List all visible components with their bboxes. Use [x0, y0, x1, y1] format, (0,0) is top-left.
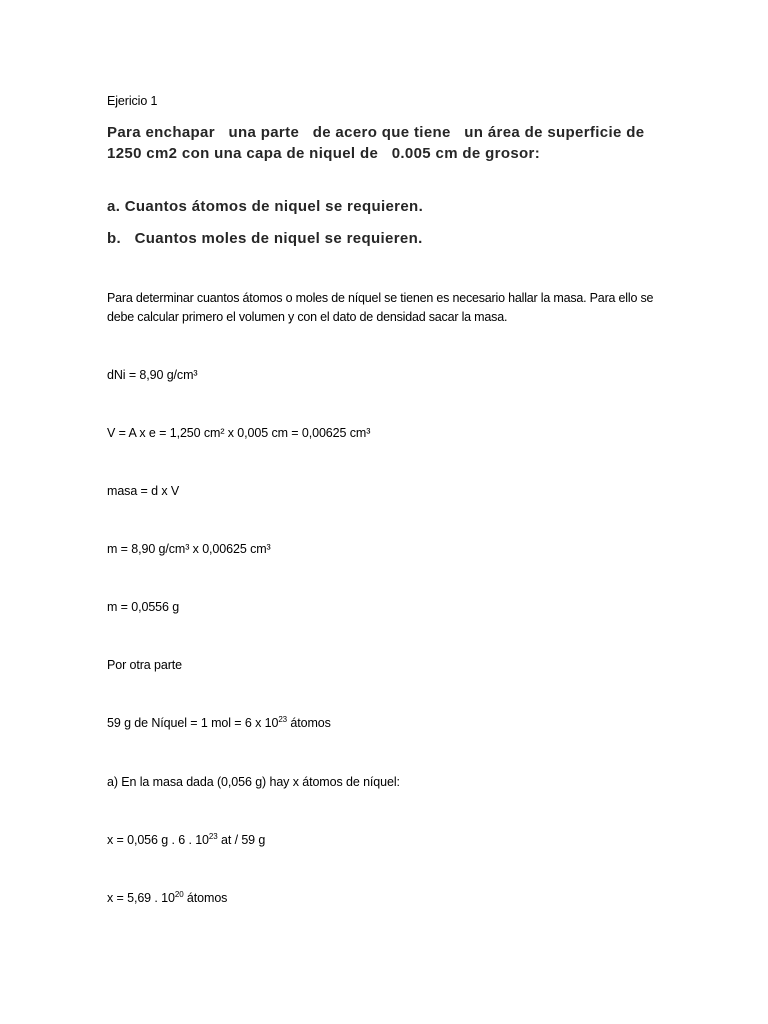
intro-paragraph: Para determinar cuantos átomos o moles de níquel se tienen es necesario hallar la masa. Para ello se debe calcular primero el volumen y con el dato de densidad sacar la masa.	[107, 291, 654, 324]
atoms-calculation	[107, 832, 265, 848]
mass-formula: masa = d x V	[107, 484, 180, 498]
problem-statement: Para enchapar una parte de acero que tiene un área de superficie de 1250 cm2 con una capa de niquel de 0.005 cm de grosor:	[107, 124, 658, 162]
volume-line: V = A x e = 1,250 cm² x 0,005 cm = 0,00625 cm³	[107, 426, 371, 440]
atoms-calculation-prefix: x = 0,056 g . 6 . 10	[107, 833, 209, 847]
mole-relation-suffix: átomos	[287, 716, 331, 730]
atoms-result-prefix: x = 5,69 . 10	[107, 891, 175, 905]
atoms-result-exponent: 20	[174, 890, 184, 899]
mass-result: m = 0,0556 g	[107, 600, 180, 614]
atoms-result	[107, 890, 227, 906]
atoms-calculation-suffix: at / 59 g	[217, 833, 266, 847]
transition-text: Por otra parte	[107, 658, 183, 672]
part-a-statement: a) En la masa dada (0,056 g) hay x átomos de níquel:	[107, 775, 400, 789]
mass-substitution: m = 8,90 g/cm³ x 0,00625 cm³	[107, 542, 271, 556]
atoms-result-suffix: átomos	[183, 891, 228, 905]
question-a: a. Cuantos átomos de niquel se requieren.	[107, 198, 424, 215]
mole-relation-exponent: 23	[278, 715, 288, 724]
mole-relation	[107, 715, 331, 731]
exercise-title: Ejericio 1	[107, 94, 158, 108]
density-line: dNi = 8,90 g/cm³	[107, 368, 198, 382]
question-b: b. Cuantos moles de niquel se requieren.	[107, 230, 423, 247]
mole-relation-prefix: 59 g de Níquel = 1 mol = 6 x 10	[107, 716, 279, 730]
atoms-calculation-exponent: 23	[208, 832, 218, 841]
